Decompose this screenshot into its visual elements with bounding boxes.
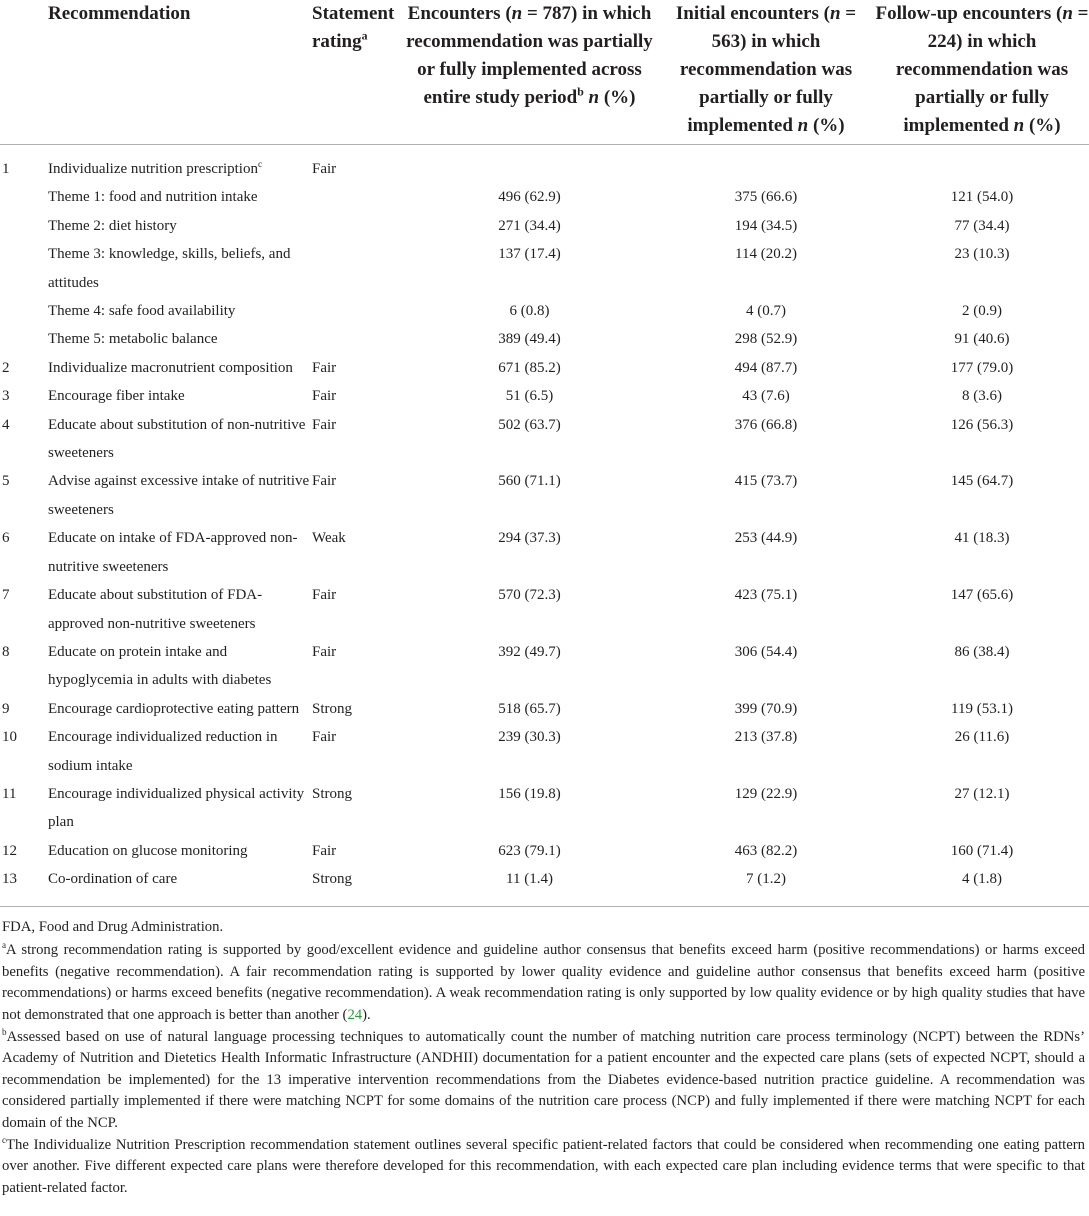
all-encounters-cell: 570 (72.3) — [498, 587, 561, 604]
all-encounters-cell: 623 (79.1) — [498, 842, 561, 859]
recommendation-cell: Educate on intake of FDA-approved non-nutritive sweeteners — [48, 530, 298, 575]
recommendation-cell: Encourage fiber intake — [48, 388, 185, 405]
all-encounters-cell: 671 (85.2) — [498, 359, 561, 376]
initial-encounters-cell: 375 (66.6) — [734, 189, 798, 206]
footnote-c: $^c$The Individualize Nutrition Prescription recommendation statement outlines several specific patient-related factors that could be considered when recommending one eating pattern over another. Five different expected care plans were therefore developed for this recommendation, with each expected care plan including evidence terms that were specific to that patient-related factor. — [2, 1134, 1085, 1196]
all-encounters-cell: 496 (62.9) — [498, 189, 561, 206]
rating-cell — [312, 297, 402, 325]
followup-encounters-cell: 86 (38.4) — [954, 643, 1010, 660]
followup-encounters-cell: 147 (65.6) — [950, 587, 1014, 604]
table-row: 1 Individualize nutrition prescription$^c$ Fair — [0, 145, 1089, 184]
followup-encounters-cell: 91 (40.6) — [954, 331, 1010, 348]
recommendation-cell: Advise against excessive intake of nutritive sweeteners — [48, 473, 310, 518]
followup-encounters-cell: 160 (71.4) — [950, 842, 1014, 859]
footnote-a: $^a$A strong recommendation rating is supported by good/excellent evidence and guideline author consensus that benefits exceed harm (positive recommendations) or harms exceed benefits (negative recommendation). A fair recommendation rating is supported by lower quality evidence and guideline author consensus that benefits exceed harm (positive recommendations) or harms exceed benefits (negative recommendation). A weak recommendation rating is only supported by low quality evidence or by high quality studies that have not demonstrated that one approach is better than another (24). — [2, 940, 1085, 1023]
rating-cell: Fair — [312, 729, 337, 746]
followup-encounters-cell: 2 (0.9) — [962, 303, 1002, 320]
followup-encounters-cell: 145 (64.7) — [950, 473, 1014, 490]
recommendation-cell: Encourage individualized reduction in sodium intake — [48, 729, 278, 774]
table-row — [0, 240, 1089, 297]
all-encounters-cell: 502 (63.7) — [498, 416, 561, 433]
followup-encounters-cell: 27 (12.1) — [954, 785, 1010, 802]
initial-encounters-cell: 114 (20.2) — [735, 246, 797, 263]
recommendation-cell: Theme 1: food and nutrition intake — [48, 189, 258, 206]
rating-cell — [312, 240, 402, 297]
rating-cell: Fair — [312, 587, 337, 604]
table-row: 10 Encourage individualized reduction in sodium intake Fair 239 (30.3) 213 (37.8) 26 (11.6) — [0, 723, 1089, 780]
table-row: 12 Education on glucose monitoring Fair 623 (79.1) 463 (82.2) 160 (71.4) — [0, 837, 1089, 865]
table-row: 7 Educate about substitution of FDA-approved non-nutritive sweeteners Fair 570 (72.3) 423 (75.1) 147 (65.6) — [0, 581, 1089, 638]
table-row: 9 Encourage cardioprotective eating pattern Strong 518 (65.7) 399 (70.9) 119 (53.1) — [0, 695, 1089, 723]
initial-encounters-cell: 463 (82.2) — [734, 842, 798, 859]
table-row — [0, 297, 1089, 325]
all-encounters-cell: 11 (1.4) — [506, 871, 553, 888]
recommendation-cell: Encourage cardioprotective eating pattern — [48, 700, 300, 717]
followup-encounters-cell: 8 (3.6) — [962, 388, 1002, 405]
all-encounters-cell: 518 (65.7) — [498, 700, 561, 717]
table-row: 5 Advise against excessive intake of nutritive sweeteners Fair 560 (71.1) 415 (73.7) 145 (64.7) — [0, 467, 1089, 524]
rating-cell: Fair — [312, 161, 337, 177]
all-encounters-cell: 294 (37.3) — [498, 530, 561, 547]
recommendation-cell: Theme 4: safe food availability — [48, 303, 236, 320]
reference-link[interactable]: 24 — [347, 1006, 363, 1023]
initial-encounters-cell: 306 (54.4) — [734, 643, 798, 660]
rating-cell: Strong — [312, 700, 353, 717]
all-encounters-cell: 560 (71.1) — [498, 473, 561, 490]
header-initial-encounters: Initial encounters (n = 563) in which recommendation was partially or fully implemented n (%) — [675, 3, 857, 136]
recommendation-cell: Educate about substitution of FDA-approved non-nutritive sweeteners — [48, 587, 263, 632]
recommendation-cell: Theme 2: diet history — [48, 217, 177, 234]
followup-encounters-cell: 23 (10.3) — [954, 246, 1010, 263]
header-followup-encounters: Follow-up encounters (n = 224) in which recommendation was partially or fully implemented n (%) — [875, 3, 1089, 136]
initial-encounters-cell: 43 (7.6) — [742, 388, 790, 405]
followup-encounters-cell: 121 (54.0) — [950, 189, 1014, 206]
followup-encounters-cell: 41 (18.3) — [954, 530, 1010, 547]
followup-encounters-cell: 77 (34.4) — [954, 217, 1010, 234]
rating-cell — [312, 183, 402, 211]
rating-cell — [312, 212, 402, 240]
recommendation-cell: Co-ordination of care — [48, 871, 178, 888]
rating-cell: Fair — [312, 842, 337, 859]
table-row: 2 Individualize macronutrient composition Fair 671 (85.2) 494 (87.7) 177 (79.0) — [0, 354, 1089, 382]
table-row — [0, 212, 1089, 240]
initial-encounters-cell: 494 (87.7) — [734, 359, 798, 376]
recommendation-cell: Individualize nutrition prescription$^c$ — [48, 160, 263, 177]
recommendation-cell: Theme 5: metabolic balance — [48, 331, 218, 348]
header-recommendation: Recommendation — [48, 3, 191, 24]
initial-encounters-cell: 194 (34.5) — [734, 217, 798, 234]
header-statement-rating: Statement rating$^a$ — [312, 3, 395, 52]
rating-cell: Fair — [312, 388, 337, 405]
all-encounters-cell: 51 (6.5) — [505, 388, 554, 405]
recommendation-cell: Educate about substitution of non-nutritive sweeteners — [48, 416, 306, 462]
initial-encounters-cell: 7 (1.2) — [746, 871, 786, 888]
rating-cell: Strong — [312, 871, 353, 888]
rating-cell: Fair — [312, 473, 337, 490]
rating-cell: Strong — [312, 785, 353, 802]
all-encounters-cell: 271 (34.4) — [498, 217, 561, 234]
rating-cell: Fair — [312, 643, 337, 660]
followup-encounters-cell: 4 (1.8) — [962, 871, 1002, 888]
initial-encounters-cell: 415 (73.7) — [734, 473, 798, 490]
initial-encounters-cell: 213 (37.8) — [734, 729, 798, 746]
initial-encounters-cell: 298 (52.9) — [734, 331, 798, 348]
table-row: 13 Co-ordination of care Strong 11 (1.4) 7 (1.2) 4 (1.8) — [0, 865, 1089, 906]
all-encounters-cell: 392 (49.7) — [498, 643, 561, 660]
recommendation-cell: Individualize macronutrient composition — [48, 359, 293, 376]
table-row: 8 Educate on protein intake and hypoglycemia in adults with diabetes Fair 392 (49.7) 306 (54.4) 86 (38.4) — [0, 638, 1089, 695]
rating-cell: Fair — [312, 359, 337, 376]
followup-encounters-cell: 26 (11.6) — [954, 729, 1010, 746]
initial-encounters-cell: 253 (44.9) — [734, 530, 798, 547]
footnote-abbreviation: FDA, Food and Drug Administration. — [2, 918, 224, 935]
table-header-row — [0, 0, 1089, 145]
recommendation-cell: Encourage individualized physical activity plan — [48, 785, 305, 831]
all-encounters-cell: 137 (17.4) — [498, 246, 561, 263]
all-encounters-cell: 156 (19.8) — [498, 785, 561, 802]
recommendation-cell: Educate on protein intake and hypoglycemia in adults with diabetes — [48, 643, 272, 689]
table-row: 3 Encourage fiber intake Fair 51 (6.5) 43 (7.6) 8 (3.6) — [0, 382, 1089, 410]
initial-encounters-cell: 423 (75.1) — [734, 587, 798, 604]
all-encounters-cell: 389 (49.4) — [498, 331, 561, 348]
initial-encounters-cell: 376 (66.8) — [734, 416, 798, 433]
footnotes — [0, 917, 1089, 1200]
recommendation-cell: Education on glucose monitoring — [48, 842, 248, 859]
recommendation-cell: Theme 3: knowledge, skills, beliefs, and attitudes — [48, 246, 291, 291]
all-encounters-cell — [402, 145, 657, 184]
header-all-encounters: Encounters (n = 787) in which recommendation was partially or fully implemented across entire study period$^b$ n (%) — [406, 3, 653, 108]
rating-cell: Weak — [312, 530, 346, 547]
all-encounters-cell: 6 (0.8) — [509, 303, 550, 320]
followup-encounters-cell: 177 (79.0) — [950, 359, 1014, 376]
all-encounters-cell: 239 (30.3) — [498, 729, 561, 746]
rating-cell: Fair — [312, 416, 337, 433]
initial-encounters-cell — [657, 145, 875, 184]
initial-encounters-cell: 4 (0.7) — [746, 303, 786, 320]
initial-encounters-cell: 399 (70.9) — [734, 700, 798, 717]
table-row: 6 Educate on intake of FDA-approved non-nutritive sweeteners Weak 294 (37.3) 253 (44.9) 41 (18.3) — [0, 524, 1089, 581]
table-row — [0, 183, 1089, 211]
initial-encounters-cell: 129 (22.9) — [734, 785, 798, 802]
table-row — [0, 325, 1089, 353]
followup-encounters-cell: 119 (53.1) — [951, 700, 1013, 717]
footnote-b: $^b$Assessed based on use of natural language processing techniques to automatically count the number of matching nutrition care process terminology (NCPT) between the RDNs’ Academy of Nutrition and Dietetics Health Informatic Infrastructure (ANDHII) documentation for a patient encounter and the expected care plans (sets of expected NCPT, should a recommendation be implemented) for the 13 imperative intervention recommendations from the Diabetes evidence-based nutrition practice guideline. A recommendation was considered partially implemented if there were matching NCPT for some domains of the nutrition care process (NCP) and fully implemented if there were matching NCPT for each domain of the NCP. — [2, 1026, 1085, 1131]
followup-encounters-cell: 126 (56.3) — [950, 416, 1014, 433]
table-row: 4 Educate about substitution of non-nutritive sweeteners Fair 502 (63.7) 376 (66.8) 126 (56.3) — [0, 411, 1089, 468]
table-row: 11 Encourage individualized physical activity plan Strong 156 (19.8) 129 (22.9) 27 (12.1) — [0, 780, 1089, 837]
rating-cell — [312, 325, 402, 353]
followup-encounters-cell — [875, 145, 1089, 184]
